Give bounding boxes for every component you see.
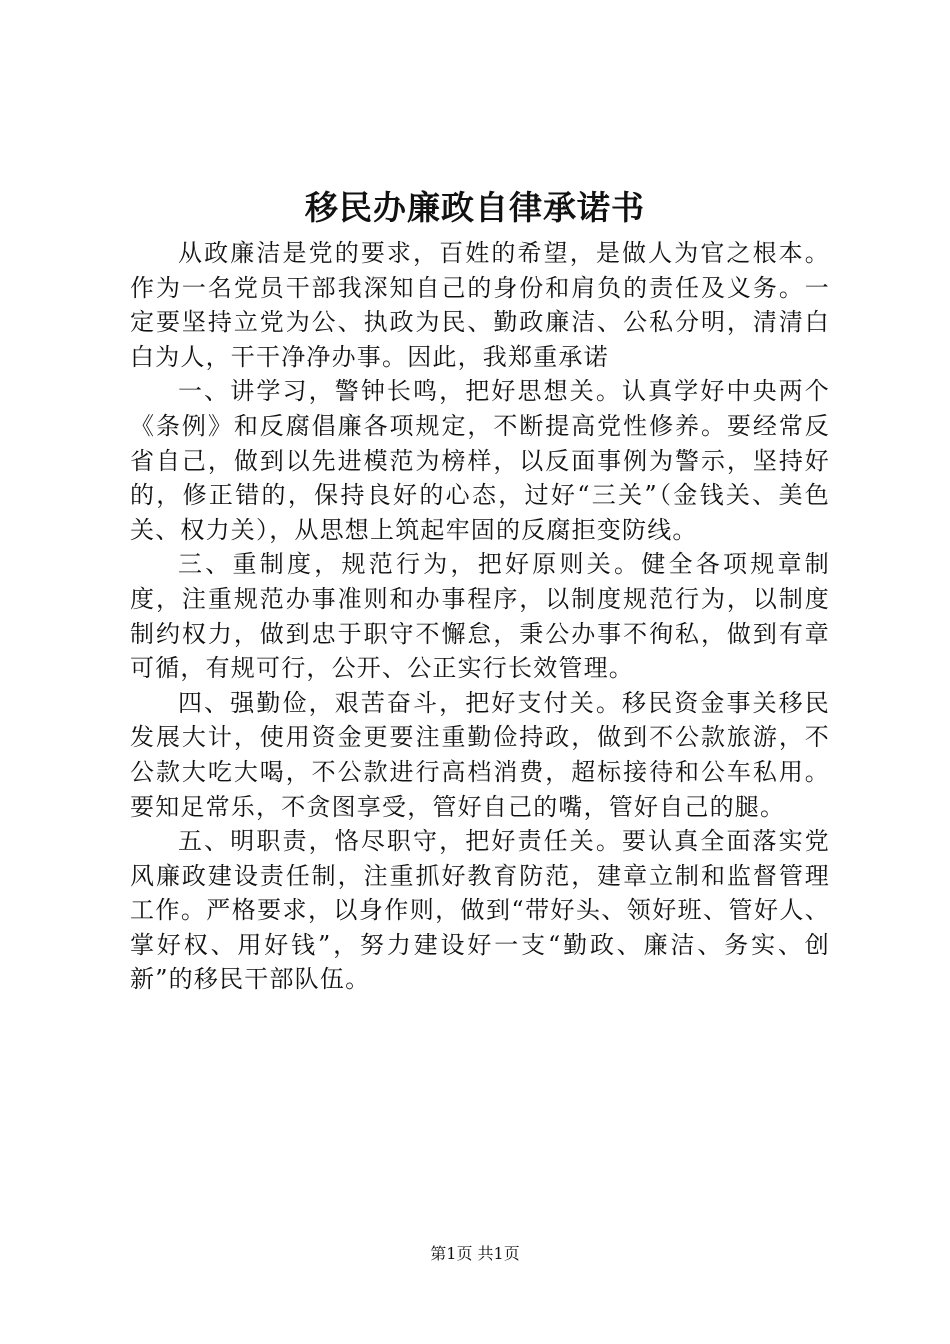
commitment-paragraph-1: 一、讲学习，警钟长鸣，把好思想关。认真学好中央两个《条例》和反腐倡廉各项规定，不断提高党性修养。要经常反省自己，做到以先进模范为榜样，以反面事例为警示，坚持好的，修正错的，保持良好的心态，过好“三关”（金钱关、美色关、权力关），从思想上筑起牢固的反腐拒变防线。: [130, 377, 830, 544]
page-footer: 第1页 共1页: [430, 1244, 520, 1263]
document-title: 移民办廉政自律承诺书: [305, 188, 645, 227]
intro-paragraph: 从政廉洁是党的要求，百姓的希望，是做人为官之根本。作为一名党员干部我深知自己的身份和肩负的责任及义务。一定要坚持立党为公、执政为民、勤政廉洁、公私分明，清清白白为人，干干净净办事。因此，我郑重承诺: [130, 239, 830, 371]
document-body: [130, 236, 830, 997]
commitment-paragraph-3: 三、重制度，规范行为，把好原则关。健全各项规章制度，注重规范办事准则和办事程序，以制度规范行为，以制度制约权力，做到忠于职守不懈怠，秉公办事不徇私，做到有章可循，有规可行，公开、公正实行长效管理。: [130, 550, 830, 683]
commitment-paragraph-4: 四、强勤俭，艰苦奋斗，把好支付关。移民资金事关移民发展大计，使用资金更要注重勤俭持政，做到不公款旅游，不公款大吃大喝，不公款进行高档消费，超标接待和公车私用。要知足常乐，不贪图享受，管好自己的嘴，管好自己的腿。: [130, 688, 830, 821]
commitment-paragraph-5: 五、明职责，恪尽职守，把好责任关。要认真全面落实党风廉政建设责任制，注重抓好教育防范，建章立制和监督管理工作。严格要求，以身作则，做到“带好头、领好班、管好人、掌好权、用好钱”，努力建设好一支“勤政、廉洁、务实、创新”的移民干部队伍。: [130, 827, 830, 994]
